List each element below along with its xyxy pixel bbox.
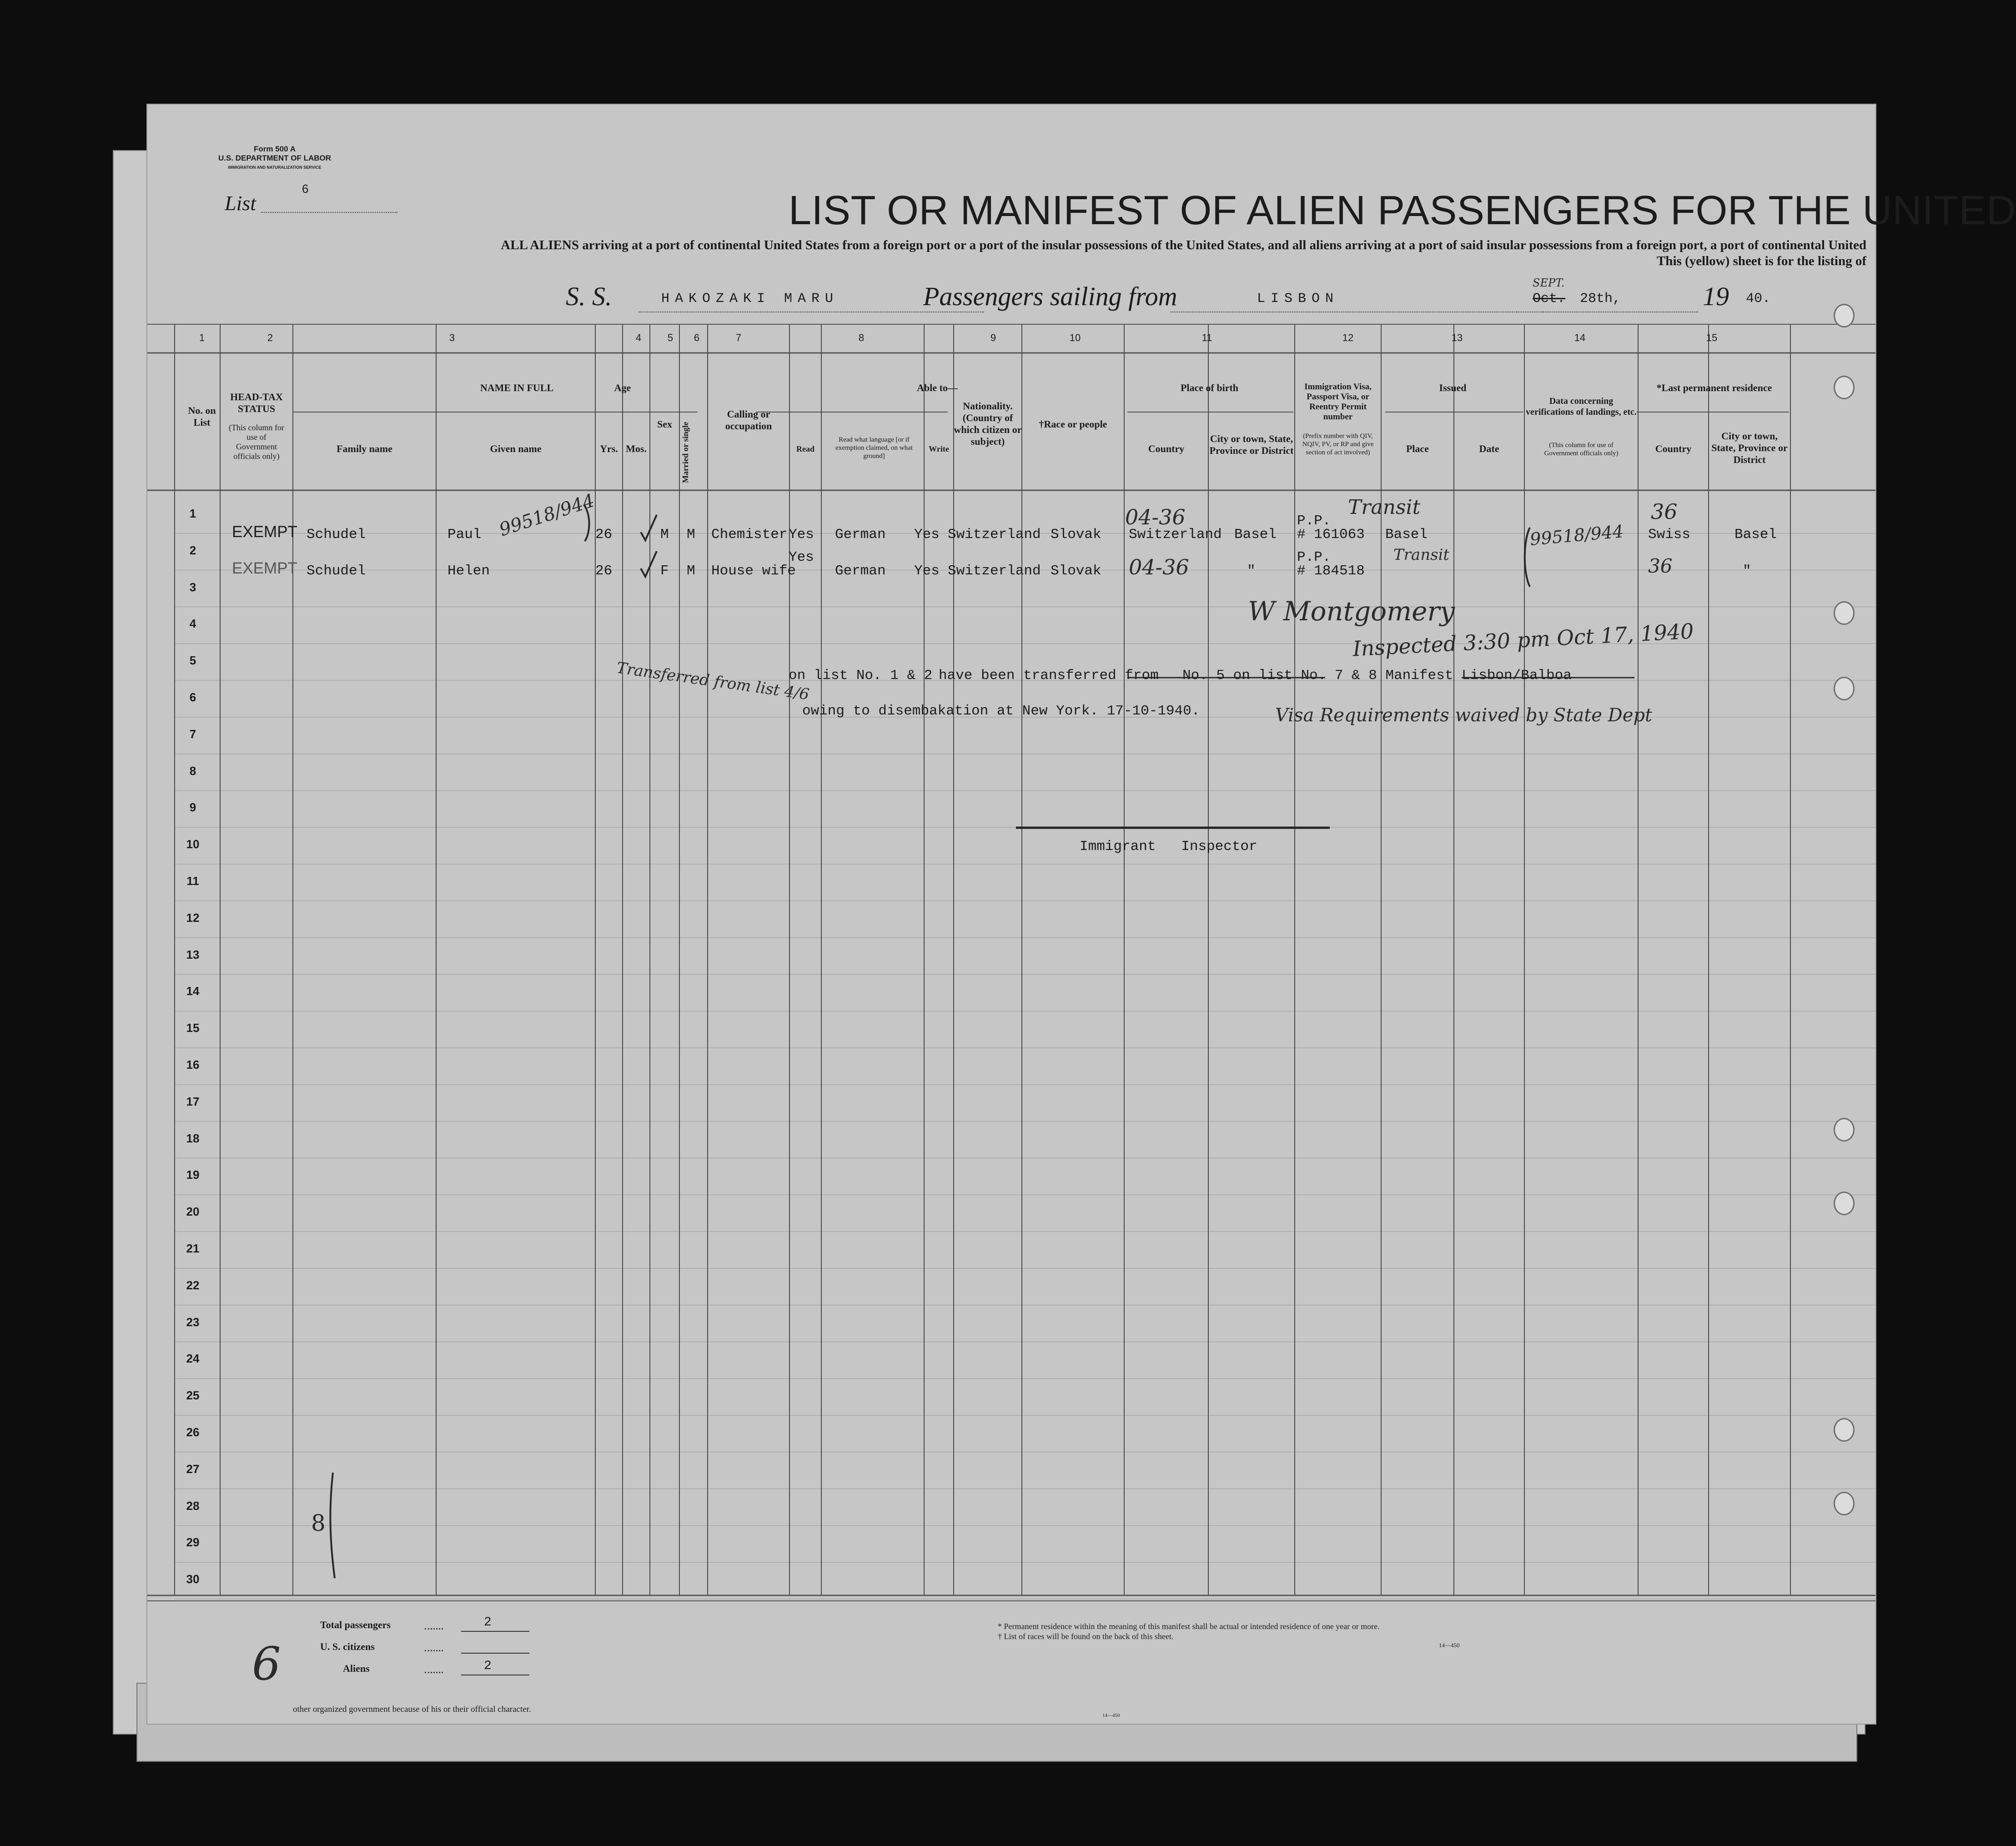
header-issued-date: Date (1479, 443, 1499, 454)
row2-visa-number: # 184518 (1297, 563, 1365, 579)
row1-res-city: Basel (1734, 527, 1777, 543)
row1-write: Yes (914, 527, 940, 543)
header-birth-country: Country (1148, 443, 1185, 454)
row-number: 21 (186, 1242, 200, 1255)
name-bracket (584, 505, 589, 541)
note-line2: owing to disembakation at New York. 17-10-1940. (802, 703, 1200, 719)
row2-given-name: Helen (447, 563, 490, 579)
row1-head-tax: EXEMPT (232, 523, 297, 541)
row-number: 12 (186, 910, 200, 925)
header-race: †Race or people (1039, 418, 1107, 430)
row-number: 22 (186, 1278, 200, 1292)
manifest-page (146, 104, 2016, 1725)
us-citizens-label: U. S. citizens (320, 1641, 375, 1652)
citizens-dots (425, 1650, 443, 1651)
row-number: 7 (189, 727, 196, 741)
row2-race: Slovak (1051, 563, 1101, 579)
row1-tick (641, 515, 657, 540)
row1-issued-place: Basel (1385, 527, 1428, 543)
total-passengers-value: 2 (484, 1615, 492, 1630)
row-number: 19 (186, 1168, 200, 1182)
row-number: 1 (189, 507, 196, 520)
footnote-residence: * Permanent residence within the meaning of this manifest shall be actual or intended residence of one year or more. (998, 1622, 1380, 1631)
port-name: LISBON (1257, 291, 1339, 307)
row-number: 14 (186, 984, 200, 998)
header-calling: Calling or occupation (725, 408, 772, 432)
row2-birth-country: 04-36 (1129, 555, 1189, 579)
page-title: LIST OR MANIFEST OF ALIEN PASSENGERS FOR THE UNITED (789, 188, 2016, 233)
header-family-name: Family name (337, 443, 392, 454)
col-num-11: 11 (1202, 332, 1212, 343)
row-number: 18 (186, 1131, 200, 1145)
row-number: 10 (186, 837, 200, 851)
row-number: 13 (186, 947, 200, 961)
handwritten-transit-1: Transit (1348, 496, 1421, 519)
header-birth-city: City or town, State, Province or District (1209, 433, 1294, 456)
row2-birth-city: " (1247, 563, 1256, 579)
row1-age-years: 26 (595, 527, 613, 543)
row-number: 6 (189, 690, 196, 704)
row1-sex: M (660, 527, 669, 543)
header-data-concerning: Data concerning verifications of landings, etc. (1526, 396, 1637, 417)
note-line1-tail: on list No. 1 & 2 (789, 668, 933, 684)
punch-hole (1834, 304, 1855, 327)
aliens-label: Aliens (343, 1663, 370, 1674)
row2-age-years: 26 (595, 563, 613, 579)
row-number: 9 (189, 800, 196, 815)
total-value-line (461, 1631, 529, 1632)
inspected-stamp: Inspected 3:30 pm Oct 17, 1940 (1352, 619, 1694, 661)
punch-hole (1834, 1492, 1855, 1515)
header-res-city: City or town, State, Province or District (1711, 430, 1788, 465)
row2-family-name: Schudel (307, 563, 366, 579)
header-visa: Immigration Visa, Passport Visa, or Reentry Permit number (1304, 382, 1372, 422)
header-issued-place: Place (1406, 443, 1429, 454)
header-visa-note: (Prefix number with QIV, NQIV, PV, or RP and give section of act involved) (1302, 433, 1374, 456)
row2-res-city: " (1743, 563, 1751, 579)
row-number: 20 (186, 1205, 200, 1219)
header-name-in-full: NAME IN FULL (480, 382, 554, 393)
row1-married: M (687, 527, 695, 543)
header-read-language: Read what language [or if exemption claimed, on what ground] (835, 436, 913, 460)
col-num-6: 6 (694, 332, 700, 343)
row-number: 15 (186, 1021, 200, 1035)
header-head-tax-note: (This column for use of Government officials only) (229, 423, 284, 461)
row-number: 30 (186, 1572, 200, 1586)
row1-read: Yes (789, 527, 814, 543)
handwritten-birth-code: 04-36 (1125, 505, 1186, 529)
header-read: Read (796, 444, 814, 453)
row-number: 27 (186, 1462, 200, 1476)
row-number: 2 (189, 543, 196, 557)
aliens-value: 2 (484, 1659, 492, 1673)
header-head-tax: HEAD-TAX STATUS (230, 391, 283, 414)
col-num-1: 1 (199, 332, 205, 343)
row-number: 26 (186, 1425, 200, 1439)
row-number: 5 (189, 654, 196, 668)
total-passengers-label: Total passengers (320, 1619, 391, 1630)
row-number: 11 (186, 874, 199, 888)
form-code: 14—450 (1439, 1642, 1460, 1649)
row1-visa-number: # 161063 (1297, 527, 1365, 543)
col-num-3: 3 (449, 332, 455, 343)
col-num-8: 8 (858, 332, 865, 343)
row-number: 28 (186, 1499, 200, 1513)
ss-label: S. S. (566, 282, 612, 311)
row1-birth-city: Basel (1234, 527, 1277, 543)
header-given-name: Given name (490, 443, 542, 454)
col-num-15: 15 (1706, 332, 1718, 343)
inspector-signature: W Montgomery (1248, 596, 1455, 627)
col-num-5: 5 (667, 332, 674, 343)
month-struck: Oct. (1533, 291, 1566, 307)
header-last-residence: *Last permanent residence (1656, 382, 1772, 393)
year-prefix: 19 (1703, 282, 1729, 311)
ship-name: HAKOZAKI MARU (661, 291, 839, 307)
note-line1-struck: have been transferred from (939, 668, 1159, 684)
header-yrs: Yrs. (600, 443, 618, 454)
row2-write: Yes (914, 563, 940, 579)
row2-visa-prefix: P.P. (1297, 549, 1331, 565)
row-number: 23 (186, 1315, 200, 1329)
citizens-value-line (461, 1653, 529, 1654)
handwritten-transit-2: Transit (1393, 546, 1450, 564)
col-num-9: 9 (990, 332, 996, 343)
aliens-dots (425, 1672, 443, 1673)
row-number: 16 (186, 1058, 200, 1071)
row1-visa-prefix: P.P. (1297, 513, 1331, 529)
service-name: IMMIGRATION AND NATURALIZATION SERVICE (228, 165, 322, 170)
row2-nationality: Switzerland (948, 563, 1041, 579)
margin-stroke (330, 1473, 335, 1578)
row1-res-country: Swiss (1648, 527, 1691, 543)
col-num-7: 7 (735, 332, 742, 343)
row-number: 4 (189, 617, 196, 631)
row-number: 17 (186, 1094, 200, 1108)
list-number: 6 (302, 182, 309, 196)
header-sex: Sex (657, 418, 672, 430)
row1-family-name: Schudel (307, 527, 366, 543)
header-nationality: Nationality. (Country of which citizen or subject) (954, 400, 1022, 447)
total-dots (425, 1628, 443, 1630)
col-num-12: 12 (1342, 332, 1354, 343)
verification-bracket (1525, 528, 1530, 587)
note-line1-mid: No. 5 on list No. 7 & 8 Manifest (1182, 668, 1453, 684)
sailing-day: 28th, (1580, 291, 1621, 307)
header-married: Married or single (681, 422, 690, 483)
handwritten-residence-code: 36 (1651, 499, 1678, 524)
header-write: Write (929, 444, 949, 453)
header-no-on-list: No. on List (188, 405, 216, 428)
subtitle-line-1: ALL ALIENS arriving at a port of continental United States from a foreign port or a port of the insular possessions of the United States, and all aliens arriving at a port of said insular possessions from a foreign port, a port of continental United (501, 238, 1866, 252)
punch-hole (1834, 1418, 1855, 1442)
note-line1-end: Lisbon/Balboa (1462, 668, 1572, 684)
handwritten-transferred: Transferred from list 4/6 (615, 659, 810, 704)
row2-calling: House wife (711, 563, 796, 579)
punch-hole (1834, 1192, 1855, 1215)
row2-married: M (687, 563, 695, 579)
header-age: Age (614, 382, 631, 393)
header-place-of-birth: Place of birth (1180, 382, 1239, 393)
row2-head-tax: EXEMPT (232, 559, 297, 577)
header-able-to: Able to— (917, 382, 958, 393)
form-number: Form 500 A (254, 145, 296, 153)
col-num-4: 4 (635, 332, 642, 343)
row2-sex: F (660, 563, 669, 579)
punch-hole (1834, 677, 1855, 700)
punch-hole (1834, 376, 1855, 399)
row2-read: Yes (789, 549, 814, 565)
handwritten-corner-6: 6 (252, 1637, 281, 1690)
row1-calling: Chemister (711, 527, 788, 543)
punch-hole (1834, 601, 1855, 625)
header-mos: Mos. (626, 443, 647, 454)
bottom-text: other organized government because of his or their official character. (293, 1705, 531, 1714)
row1-given-name: Paul (447, 527, 482, 543)
handwritten-verification: 99518/944 (1529, 521, 1624, 549)
bottom-form-code: 14—450 (1102, 1713, 1120, 1718)
department-name: U.S. DEPARTMENT OF LABOR (218, 154, 332, 162)
col-num-14: 14 (1574, 332, 1586, 343)
footnote-races: † List of races will be found on the back of this sheet. (998, 1632, 1174, 1641)
row1-race: Slovak (1051, 527, 1101, 543)
header-res-country: Country (1655, 443, 1692, 454)
header-data-note: (This column for use of Government officials only) (1544, 442, 1619, 457)
punch-hole (1834, 1118, 1855, 1142)
col-num-13: 13 (1451, 332, 1463, 343)
row-number: 29 (186, 1535, 200, 1549)
row1-nationality: Switzerland (948, 527, 1041, 543)
row-number: 24 (186, 1352, 200, 1366)
row-number: 8 (189, 764, 196, 778)
handwritten-given-note: 99518/944 (497, 490, 597, 541)
sailing-label: Passengers sailing from (923, 282, 1177, 311)
list-label: List (225, 191, 256, 215)
handwritten-marks (147, 105, 2016, 1724)
col-num-2: 2 (267, 332, 273, 343)
row2-language: German (835, 563, 886, 579)
subtitle-line-2: This (yellow) sheet is for the listing of (1656, 254, 1866, 268)
header-issued: Issued (1439, 382, 1467, 393)
handwritten-visa-waived: Visa Requirements waived by State Dept (1275, 705, 1653, 726)
row2-res-country: 36 (1648, 555, 1673, 577)
row1-birth-country: Switzerland (1129, 527, 1222, 543)
handwritten-margin-8: 8 (311, 1510, 326, 1536)
row-number: 3 (189, 580, 196, 594)
col-num-10: 10 (1069, 332, 1081, 343)
row-number: 25 (186, 1388, 200, 1403)
inspector-label: Immigrant Inspector (1080, 839, 1257, 855)
year-suffix: 40. (1746, 291, 1771, 307)
row2-tick (641, 551, 657, 577)
month-handwritten: SEPT. (1533, 277, 1565, 289)
row1-language: German (835, 527, 886, 543)
